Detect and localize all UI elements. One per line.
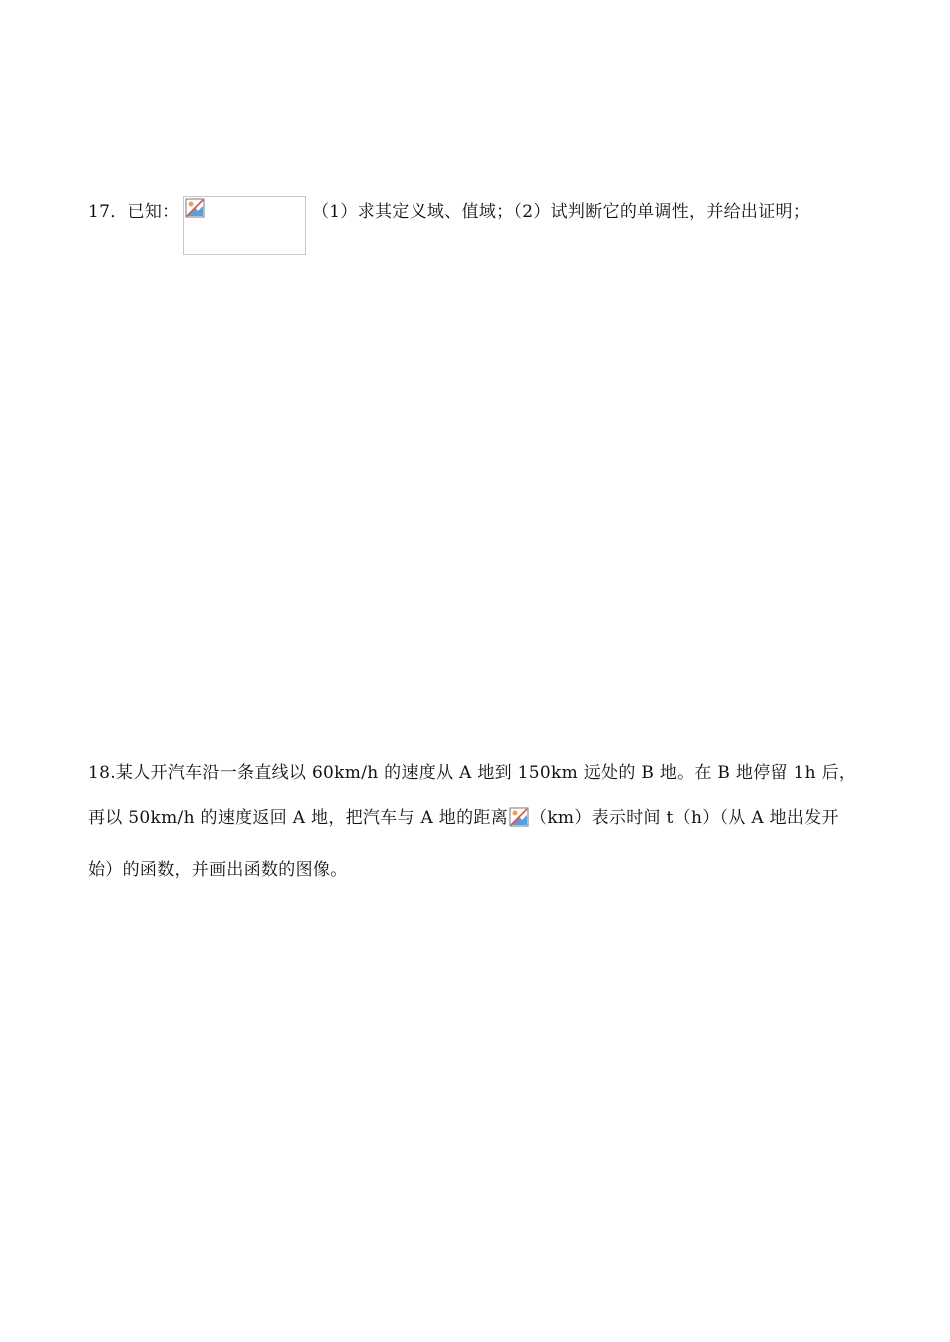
q17-parts: （1）求其定义域、值域；（2）试判断它的单调性，并给出证明； [312,202,811,222]
broken-image-icon [185,198,205,218]
q17-prefix: 17．已知： [88,202,180,222]
q18-line1: 18.某人开汽车沿一条直线以 60km/h 的速度从 A 地到 150km 远处的 B 地。在 B 地停留 1h 后， [88,763,857,783]
formula-image-placeholder [183,196,306,255]
q18-line2-text-b: （km）表示时间 t（h）（从 A 地出发开 [530,808,839,828]
q18-line2 [88,806,839,830]
q18-line2-text-a: 再以 50km/h 的速度返回 A 地，把汽车与 A 地的距离 [88,808,509,828]
q18-line3: 始）的函数，并画出函数的图像。 [88,860,348,880]
broken-image-icon [509,807,529,827]
